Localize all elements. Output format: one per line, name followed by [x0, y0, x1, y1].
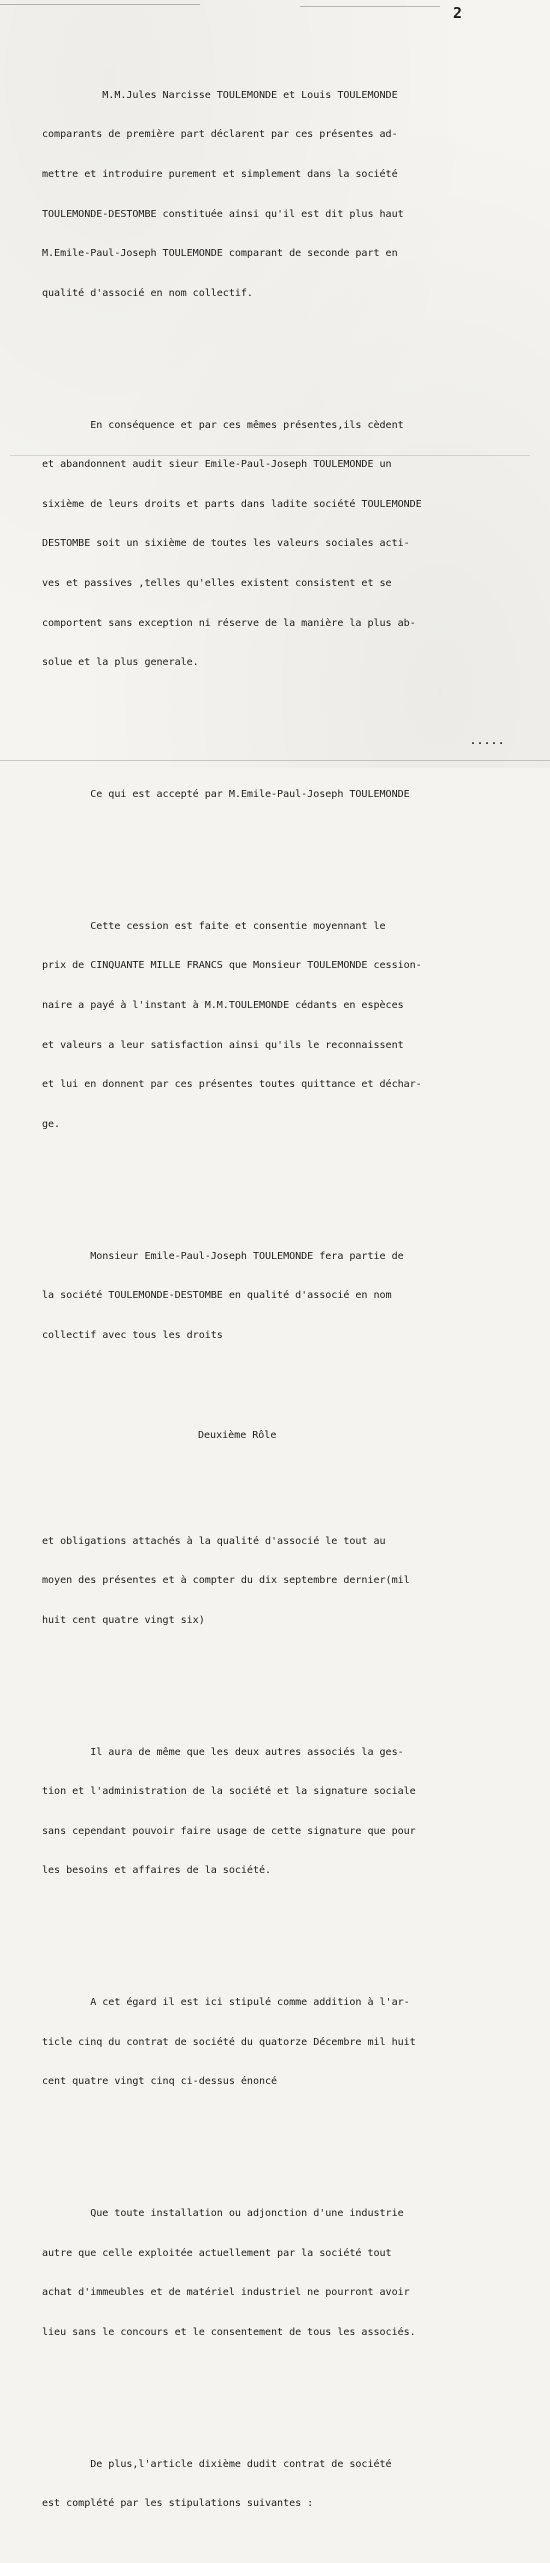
text-line: et lui en donnent par ces présentes toutes quittance et déchar-	[42, 1079, 422, 1091]
paragraph-article-ten	[42, 2431, 532, 2537]
paragraph-obligations	[42, 1508, 532, 1653]
text-line: M.Emile-Paul-Joseph TOULEMONDE comparant de seconde part en	[42, 248, 398, 260]
paragraph-acceptance	[42, 762, 532, 828]
text-line: En conséquence et par ces mêmes présentes,ils cèdent	[42, 419, 404, 431]
text-line: DESTOMBE soit un sixième de toutes les valeurs sociales acti-	[42, 538, 410, 550]
scan-artifact	[300, 6, 440, 7]
text-line: sans cependant pouvoir faire usage de cette signature que pour	[42, 1825, 416, 1837]
text-line: lieu sans le concours et le consentement de tous les associés.	[42, 2326, 416, 2338]
text-line: sixième de leurs droits et parts dans ladite société TOULEMONDE	[42, 498, 422, 510]
text-line: ge.	[42, 1118, 61, 1130]
text-line: et abandonnent audit sieur Emile-Paul-Joseph TOULEMONDE un	[42, 459, 392, 471]
text-line: qualité d'associé en nom collectif.	[42, 287, 253, 299]
text-line: Que toute installation ou adjonction d'une industrie	[42, 2208, 404, 2220]
paragraph-price	[42, 893, 532, 1157]
section-heading: Deuxième Rôle	[198, 1430, 277, 1442]
text-line: ves et passives ,telles qu'elles existent consistent et se	[42, 577, 392, 589]
text-line: naire a payé à l'instant à M.M.TOULEMONDE cédants en espèces	[42, 999, 404, 1011]
text-line: achat d'immeubles et de matériel industriel ne pourront avoir	[42, 2287, 410, 2299]
text-line: cent quatre vingt cinq ci-dessus énoncé	[42, 2076, 278, 2088]
text-line: prix de CINQUANTE MILLE FRANCS que Monsieur TOULEMONDE cession-	[42, 960, 422, 972]
text-line: Cette cession est faite et consentie moyennant le	[42, 920, 386, 932]
text-line: autre que celle exploitée actuellement par la société tout	[42, 2247, 392, 2259]
text-line: Monsieur Emile-Paul-Joseph TOULEMONDE fera partie de	[42, 1250, 404, 1262]
text-line: tion et l'administration de la société et la signature sociale	[42, 1786, 416, 1798]
text-line: TOULEMONDE-DESTOMBE constituée ainsi qu'il est dit plus haut	[42, 208, 404, 220]
text-line: et obligations attachés à la qualité d'associé le tout au	[42, 1535, 386, 1547]
text-line: ticle cinq du contrat de société du quatorze Décembre mil huit	[42, 2036, 416, 2048]
text-line: solue et la plus generale.	[42, 657, 199, 669]
paragraph-management	[42, 1719, 532, 1904]
text-line: moyen des présentes et à compter du dix septembre dernier(mil	[42, 1575, 410, 1587]
paragraph-cession-parts	[42, 392, 532, 696]
paragraph-industry	[42, 2181, 532, 2366]
text-line: A cet égard il est ici stipulé comme addition à l'ar-	[42, 1997, 410, 2009]
scan-artifact	[0, 4, 200, 5]
document-body	[42, 36, 532, 2563]
continuation-marker: .....	[470, 736, 506, 747]
text-line: Ce qui est accepté par M.Emile-Paul-Joseph TOULEMONDE	[42, 788, 410, 800]
text-line: mettre et introduire purement et simplement dans la société	[42, 169, 398, 180]
page-number: 2	[453, 4, 463, 22]
scan-artifact	[0, 760, 550, 761]
text-line: huit cent quatre vingt six)	[42, 1614, 205, 1626]
text-line: comportent sans exception ni réserve de la manière la plus ab-	[42, 617, 416, 629]
text-line: les besoins et affaires de la société.	[42, 1865, 272, 1877]
scan-artifact	[10, 455, 530, 456]
paragraph-admission	[42, 62, 532, 326]
text-line: et valeurs a leur satisfaction ainsi qu'ils le reconnaissent	[42, 1039, 404, 1051]
text-line: De plus,l'article dixième dudit contrat de société	[42, 2458, 392, 2470]
text-line: comparants de première part déclarent par ces présentes ad-	[42, 129, 398, 141]
text-line: M.M.Jules Narcisse TOULEMONDE et Louis TOULEMONDE	[42, 89, 398, 101]
text-line: collectif avec tous les droits	[42, 1329, 223, 1341]
text-line: Il aura de même que les deux autres associés la ges-	[42, 1746, 404, 1758]
text-line: la société TOULEMONDE-DESTOMBE en qualité d'associé en nom	[42, 1290, 392, 1302]
paragraph-article-five	[42, 1970, 532, 2115]
text-line: est complété par les stipulations suivantes :	[42, 2498, 314, 2510]
paragraph-membership	[42, 1223, 532, 1368]
